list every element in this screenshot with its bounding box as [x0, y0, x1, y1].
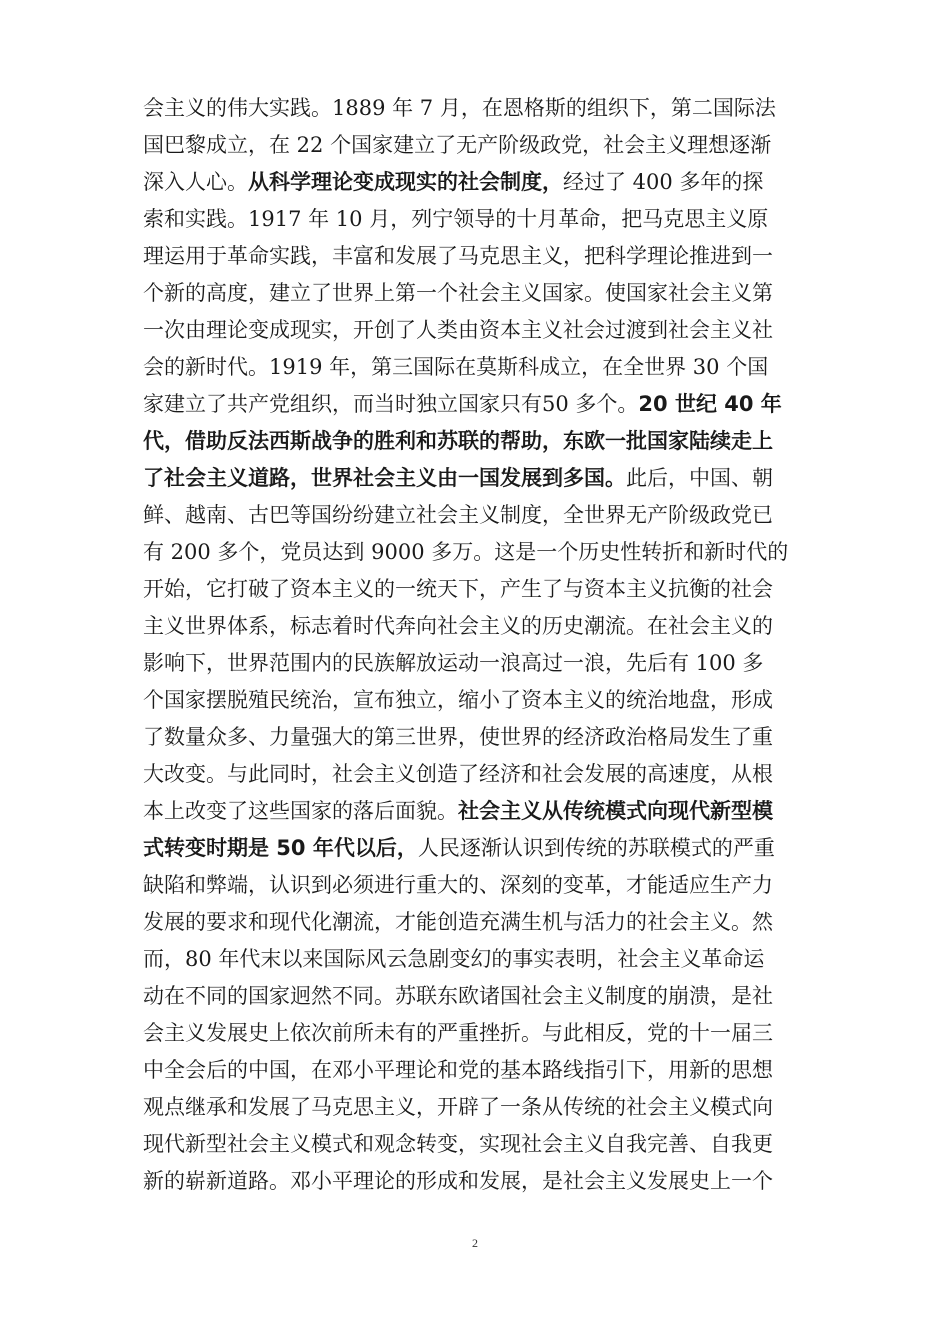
text-run: 此后，中国、朝	[626, 466, 773, 490]
text-run: 人民逐渐认识到传统的苏联模式的严重	[417, 836, 775, 860]
text-run: 深入人心。	[143, 170, 248, 194]
bold-text-run: 20 世纪 40 年	[638, 392, 782, 416]
text-line-11	[143, 460, 813, 497]
text-line-5	[143, 238, 813, 275]
text-run: 发展的要求和现代化潮流，才能创造充满生机与活力的社会主义。然	[143, 910, 773, 934]
text-run: 了数量众多、力量强大的第三世界，使世界的经济政治格局发生了重	[143, 725, 773, 749]
text-line-13	[143, 534, 813, 571]
page-number: 2	[472, 1236, 478, 1250]
text-line-19	[143, 756, 813, 793]
body-paragraph	[143, 90, 813, 1200]
text-run: 中全会后的中国，在邓小平理论和党的基本路线指引下，用新的思想	[143, 1058, 773, 1082]
text-line-26	[143, 1015, 813, 1052]
text-line-21	[143, 830, 813, 867]
bold-text-run: 代，借助反法西斯战争的胜利和苏联的帮助，东欧一批国家陆续走上	[143, 429, 773, 453]
text-line-9	[143, 386, 813, 423]
bold-text-run: 从科学理论变成现实的社会制度，	[248, 170, 563, 194]
text-line-10	[143, 423, 813, 460]
text-run: 现代新型社会主义模式和观念转变，实现社会主义自我完善、自我更	[143, 1132, 773, 1156]
text-run: 缺陷和弊端，认识到必须进行重大的、深刻的变革，才能适应生产力	[143, 873, 773, 897]
text-line-8	[143, 349, 813, 386]
text-run: 影响下，世界范围内的民族解放运动一浪高过一浪，先后有 100 多	[143, 651, 764, 675]
text-line-18	[143, 719, 813, 756]
text-run: 而，80 年代末以来国际风云急剧变幻的事实表明，社会主义革命运	[143, 947, 765, 971]
text-line-3	[143, 164, 813, 201]
bold-text-run: 式转变时期是 50 年代以后，	[143, 836, 418, 860]
text-line-22	[143, 867, 813, 904]
text-run: 个国家摆脱殖民统治，宣布独立，缩小了资本主义的统治地盘，形成	[143, 688, 773, 712]
text-line-25	[143, 978, 813, 1015]
text-line-2	[143, 127, 813, 164]
text-run: 理运用于革命实践，丰富和发展了马克思主义，把科学理论推进到一	[143, 244, 773, 268]
bold-text-run: 了社会主义道路，世界社会主义由一国发展到多国。	[143, 466, 626, 490]
text-run: 会主义发展史上依次前所未有的严重挫折。与此相反，党的十一届三	[143, 1021, 773, 1045]
text-run: 经过了 400 多年的探	[563, 170, 764, 194]
text-run: 开始，它打破了资本主义的一统天下，产生了与资本主义抗衡的社会	[143, 577, 773, 601]
text-line-23	[143, 904, 813, 941]
text-line-15	[143, 608, 813, 645]
text-line-29	[143, 1126, 813, 1163]
text-line-27	[143, 1052, 813, 1089]
text-run: 国巴黎成立，在 22 个国家建立了无产阶级政党，社会主义理想逐渐	[143, 133, 772, 157]
text-run: 家建立了共产党组织，而当时独立国家只有50 多个。	[143, 392, 639, 416]
text-run: 个新的高度，建立了世界上第一个社会主义国家。使国家社会主义第	[143, 281, 773, 305]
bold-text-run: 社会主义从传统模式向现代新型模	[458, 799, 773, 823]
text-run: 大改变。与此同时，社会主义创造了经济和社会发展的高速度，从根	[143, 762, 773, 786]
text-run: 一次由理论变成现实，开创了人类由资本主义社会过渡到社会主义社	[143, 318, 773, 342]
text-run: 鲜、越南、古巴等国纷纷建立社会主义制度，全世界无产阶级政党已	[143, 503, 773, 527]
text-line-1	[143, 90, 813, 127]
text-line-12	[143, 497, 813, 534]
text-run: 会的新时代。1919 年，第三国际在莫斯科成立，在全世界 30 个国	[143, 355, 769, 379]
text-line-7	[143, 312, 813, 349]
text-line-20	[143, 793, 813, 830]
text-run: 新的崭新道路。邓小平理论的形成和发展，是社会主义发展史上一个	[143, 1169, 773, 1193]
text-line-6	[143, 275, 813, 312]
text-run: 索和实践。1917 年 10 月，列宁领导的十月革命，把马克思主义原	[143, 207, 769, 231]
text-run: 本上改变了这些国家的落后面貌。	[143, 799, 458, 823]
text-line-30	[143, 1163, 813, 1200]
text-line-28	[143, 1089, 813, 1126]
text-line-16	[143, 645, 813, 682]
text-line-24	[143, 941, 813, 978]
text-run: 主义世界体系，标志着时代奔向社会主义的历史潮流。在社会主义的	[143, 614, 773, 638]
text-run: 会主义的伟大实践。1889 年 7 月，在恩格斯的组织下，第二国际法	[143, 96, 776, 120]
text-line-4	[143, 201, 813, 238]
text-line-17	[143, 682, 813, 719]
text-line-14	[143, 571, 813, 608]
text-run: 有 200 多个，党员达到 9000 多万。这是一个历史性转折和新时代的	[143, 540, 789, 564]
text-run: 观点继承和发展了马克思主义，开辟了一条从传统的社会主义模式向	[143, 1095, 773, 1119]
text-run: 动在不同的国家迥然不同。苏联东欧诸国社会主义制度的崩溃，是社	[143, 984, 773, 1008]
